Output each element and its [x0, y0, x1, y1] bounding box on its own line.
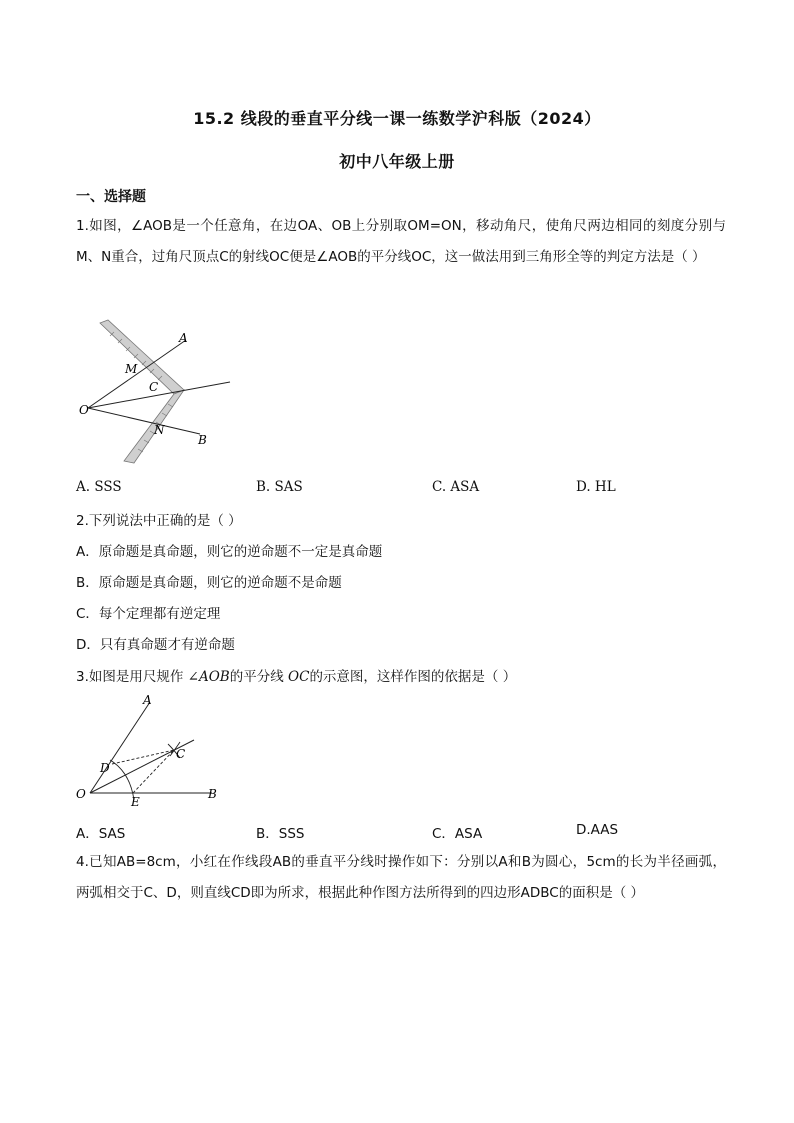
ray-OB [88, 408, 200, 434]
q3-option-d[interactable]: D.AAS [576, 822, 619, 838]
q1-option-d[interactable]: D. HL [576, 479, 616, 495]
document-title: 15.2 线段的垂直平分线一课一练数学沪科版（2024） [193, 109, 601, 128]
q1-option-a[interactable]: A. SSS [76, 479, 122, 495]
label-E: E [131, 795, 140, 809]
question-1-text: 1.如图，∠AOB是一个任意角，在边OA、OB上分别取OM=ON，移动角尺，使角尺两边相同的刻度分别与M、N重合，过角尺顶点C的射线OC便是∠AOB的平分线OC，这一做法用到三角形全等的判定方法是（ ） [76, 218, 726, 265]
question-4-text: 4.已知AB=8cm，小红在作线段AB的垂直平分线时操作如下：分别以A和B为圆心，5cm的长为半径画弧，两弧相交于C、D，则直线CD即为所求，根据此种作图方法所得到的四边形ADBC的面积是（ ） [76, 854, 726, 901]
q3-text-mid: 的平分线 [229, 669, 289, 685]
label-B: B [198, 433, 207, 447]
document-subtitle: 初中八年级上册 [339, 152, 455, 171]
label-N: N [154, 423, 165, 437]
section-heading: 一、选择题 [76, 189, 146, 205]
q3-text-after: 的示意图，这样作图的依据是（ ） [309, 669, 517, 685]
question-1-figure [70, 318, 240, 468]
label-O: O [79, 403, 89, 417]
q3-option-c[interactable]: C．ASA [432, 826, 483, 842]
segment-DC [112, 750, 174, 764]
set-square-arm-upper [100, 320, 184, 394]
label-C: C [176, 747, 186, 761]
q3-option-b[interactable]: B．SSS [256, 826, 305, 842]
label-D: D [100, 761, 110, 775]
label-C: C [149, 380, 159, 394]
label-M: M [125, 362, 138, 376]
q3-text-before: 3.如图是用尺规作 [76, 669, 188, 685]
arc-DE [110, 760, 134, 800]
segment-EC [133, 750, 174, 793]
q2-option-b[interactable]: B．原命题是真命题，则它的逆命题不是命题 [76, 575, 342, 591]
q1-option-c[interactable]: C. ASA [432, 479, 480, 495]
q2-option-c[interactable]: C．每个定理都有逆定理 [76, 606, 221, 622]
q3-ray: OC [288, 669, 310, 685]
ray-OA [90, 702, 150, 793]
label-B: B [208, 787, 217, 801]
q2-option-a[interactable]: A．原命题是真命题，则它的逆命题不一定是真命题 [76, 544, 383, 560]
ray-OC [88, 382, 230, 408]
label-A: A [143, 693, 152, 707]
label-O: O [76, 787, 86, 801]
question-3-text [76, 665, 516, 685]
question-2-text: 2.下列说法中正确的是（ ） [76, 513, 242, 529]
q3-angle: ∠AOB [187, 669, 230, 685]
question-3-figure [70, 690, 230, 810]
label-A: A [179, 331, 188, 345]
q1-option-b[interactable]: B. SAS [256, 479, 303, 495]
q3-option-a[interactable]: A．SAS [76, 826, 126, 842]
q2-option-d[interactable]: D．只有真命题才有逆命题 [76, 637, 235, 653]
